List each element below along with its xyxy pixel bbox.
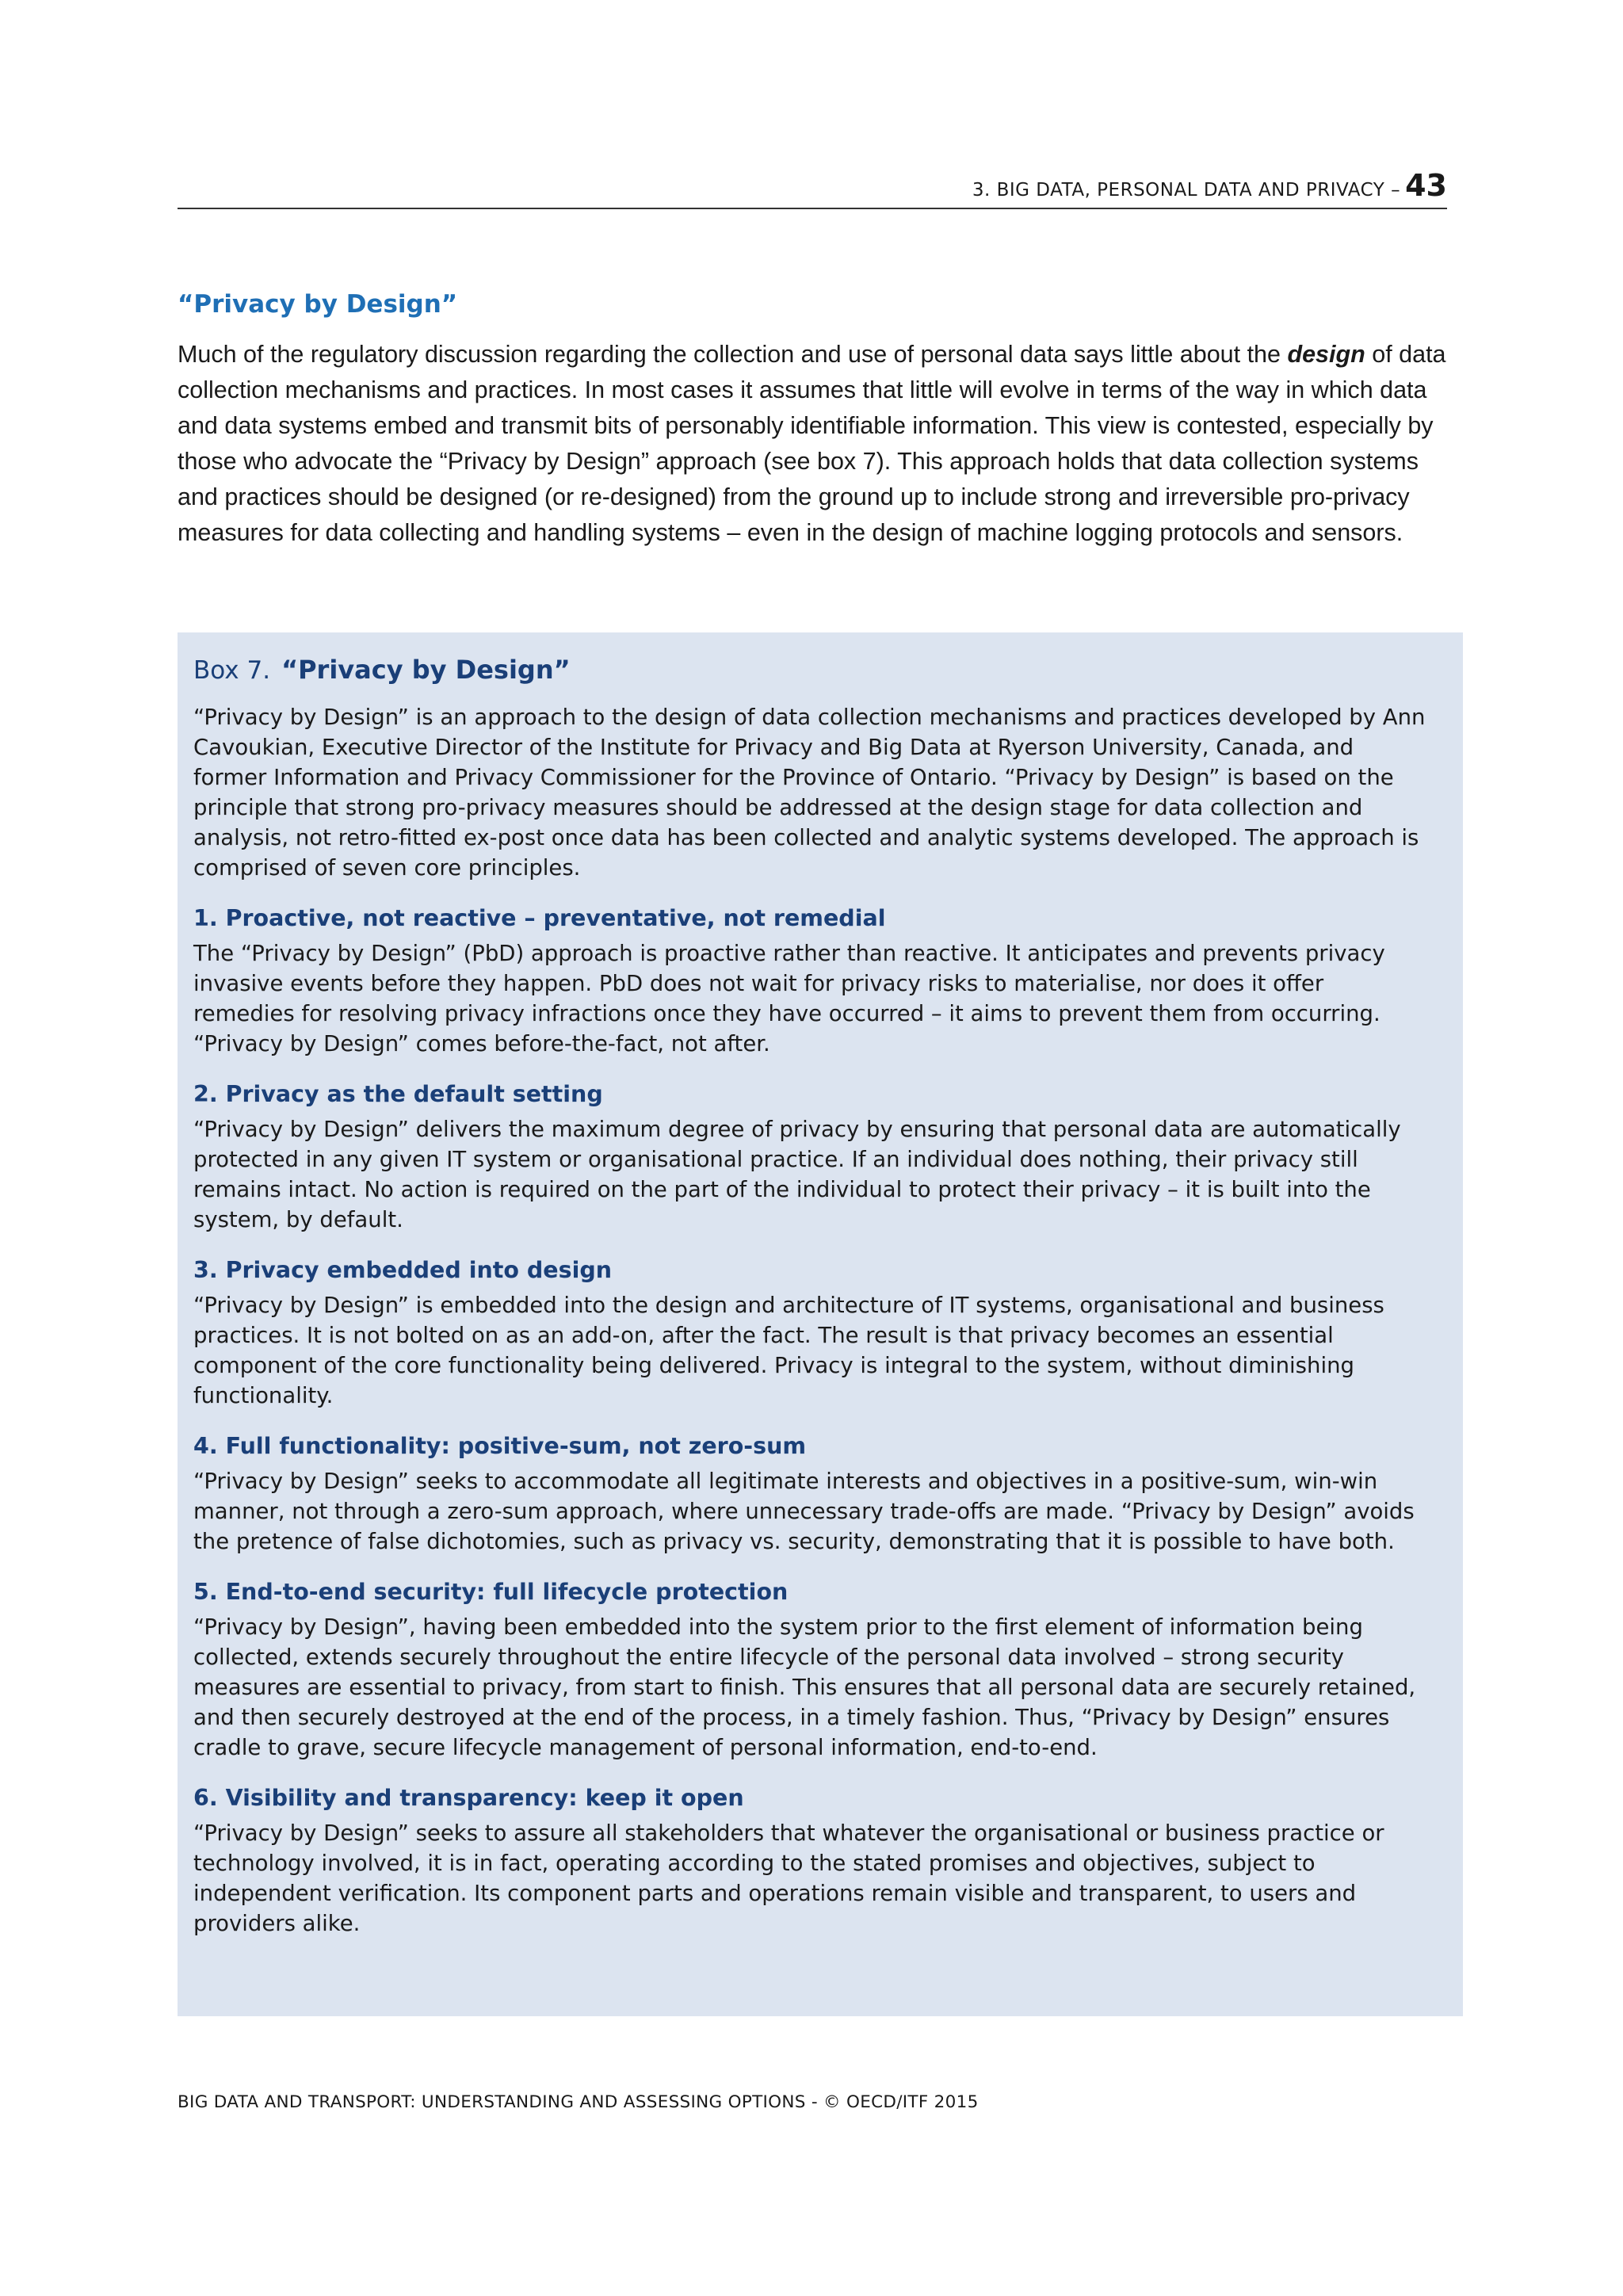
running-title: 3. BIG DATA, PERSONAL DATA AND PRIVACY –	[972, 180, 1401, 201]
principle-text: “Privacy by Design” is embedded into the design and architecture of IT systems, organisational and business practices. It is not bolted on as an add-on, after the fact. The result is that privacy becomes an essential component of the core functionality being delivered. Privacy is integral to the system, without diminishing functionality.	[193, 1293, 1384, 1408]
box-7	[178, 632, 1463, 2016]
intro-text-start: Much of the regulatory discussion regarding the collection and use of personal data says little about the	[178, 341, 1288, 368]
principle-heading: 1. Proactive, not reactive – preventative, not remedial	[193, 905, 886, 931]
principle-heading: 2. Privacy as the default setting	[193, 1081, 603, 1107]
page-number: 43	[1405, 168, 1447, 203]
page-header	[178, 168, 1447, 209]
principle-6	[193, 1783, 1431, 1939]
principle-text: The “Privacy by Design” (PbD) approach is proactive rather than reactive. It anticipates and prevents privacy invasive events before they happen. PbD does not wait for privacy risks to materialise, nor does it offer remedies for resolving privacy infractions once they have occurred – it aims to prevent them from occurring. “Privacy by Design” comes before-the-fact, not after.	[193, 941, 1385, 1056]
principle-text: “Privacy by Design” seeks to accommodate all legitimate interests and objectives in a positive-sum, win-win manner, not through a zero-sum approach, where unnecessary trade-offs are made. “Privacy by Design” avoids the pretence of false dichotomies, such as privacy vs. security, demonstrating that it is possible to have both.	[193, 1469, 1415, 1554]
principle-3	[193, 1255, 1431, 1411]
box-label: Box 7.	[193, 656, 271, 685]
box-title-text: “Privacy by Design”	[281, 655, 571, 685]
box-intro: “Privacy by Design” is an approach to the design of data collection mechanisms and practices developed by Ann Cavoukian, Executive Director of the Institute for Privacy and Big Data at Ryerson University, Canada, and former Information and Privacy Commissioner for the Province of Ontario. “Privacy by Design” is based on the principle that strong pro-privacy measures should be addressed at the design stage for data collection and analysis, not retro-fitted ex-post once data has been collected and analytic systems developed. The approach is comprised of seven core principles.	[193, 705, 1426, 881]
principle-heading: 4. Full functionality: positive-sum, not zero-sum	[193, 1433, 807, 1459]
principle-5	[193, 1577, 1431, 1763]
page-footer: BIG DATA AND TRANSPORT: UNDERSTANDING AND ASSESSING OPTIONS - © OECD/ITF 2015	[178, 2092, 979, 2112]
principle-heading: 3. Privacy embedded into design	[193, 1257, 613, 1283]
principle-4	[193, 1431, 1431, 1557]
principle-1	[193, 904, 1431, 1059]
intro-paragraph	[178, 337, 1450, 551]
principle-text: “Privacy by Design”, having been embedded into the system prior to the first element of information being collected, extends securely throughout the entire lifecycle of the personal data involved – strong security measures are essential to privacy, from start to finish. This ensures that all personal data are securely retained, and then securely destroyed at the end of the process, in a timely fashion. Thus, “Privacy by Design” ensures cradle to grave, secure lifecycle management of personal information, end-to-end.	[193, 1614, 1416, 1760]
principle-2	[193, 1079, 1431, 1235]
intro-emphasis: design	[1287, 341, 1365, 368]
intro-text-end: of data collection mechanisms and practices. In most cases it assumes that little will evolve in terms of the way in which data and data systems embed and transmit bits of personably identifiable information. This view is contested, especially by those who advocate the “Privacy by Design” approach (see box 7). This approach holds that data collection systems and practices should be designed (or re-designed) from the ground up to include strong and irreversible pro-privacy measures for data collecting and handling systems – even in the design of machine logging protocols and sensors.	[178, 341, 1446, 546]
principle-heading: 5. End-to-end security: full lifecycle protection	[193, 1579, 789, 1605]
principle-text: “Privacy by Design” seeks to assure all stakeholders that whatever the organisational or business practice or technology involved, it is in fact, operating according to the stated promises and objectives, subject to independent verification. Its component parts and operations remain visible and transparent, to users and providers alike.	[193, 1820, 1384, 1936]
section-title: “Privacy by Design”	[178, 290, 458, 319]
principle-text: “Privacy by Design” delivers the maximum degree of privacy by ensuring that personal data are automatically protected in any given IT system or organisational practice. If an individual does nothing, their privacy still remains intact. No action is required on the part of the individual to protect their privacy – it is built into the system, by default.	[193, 1117, 1401, 1232]
principle-heading: 6. Visibility and transparency: keep it open	[193, 1785, 744, 1811]
box-title	[193, 655, 1431, 685]
